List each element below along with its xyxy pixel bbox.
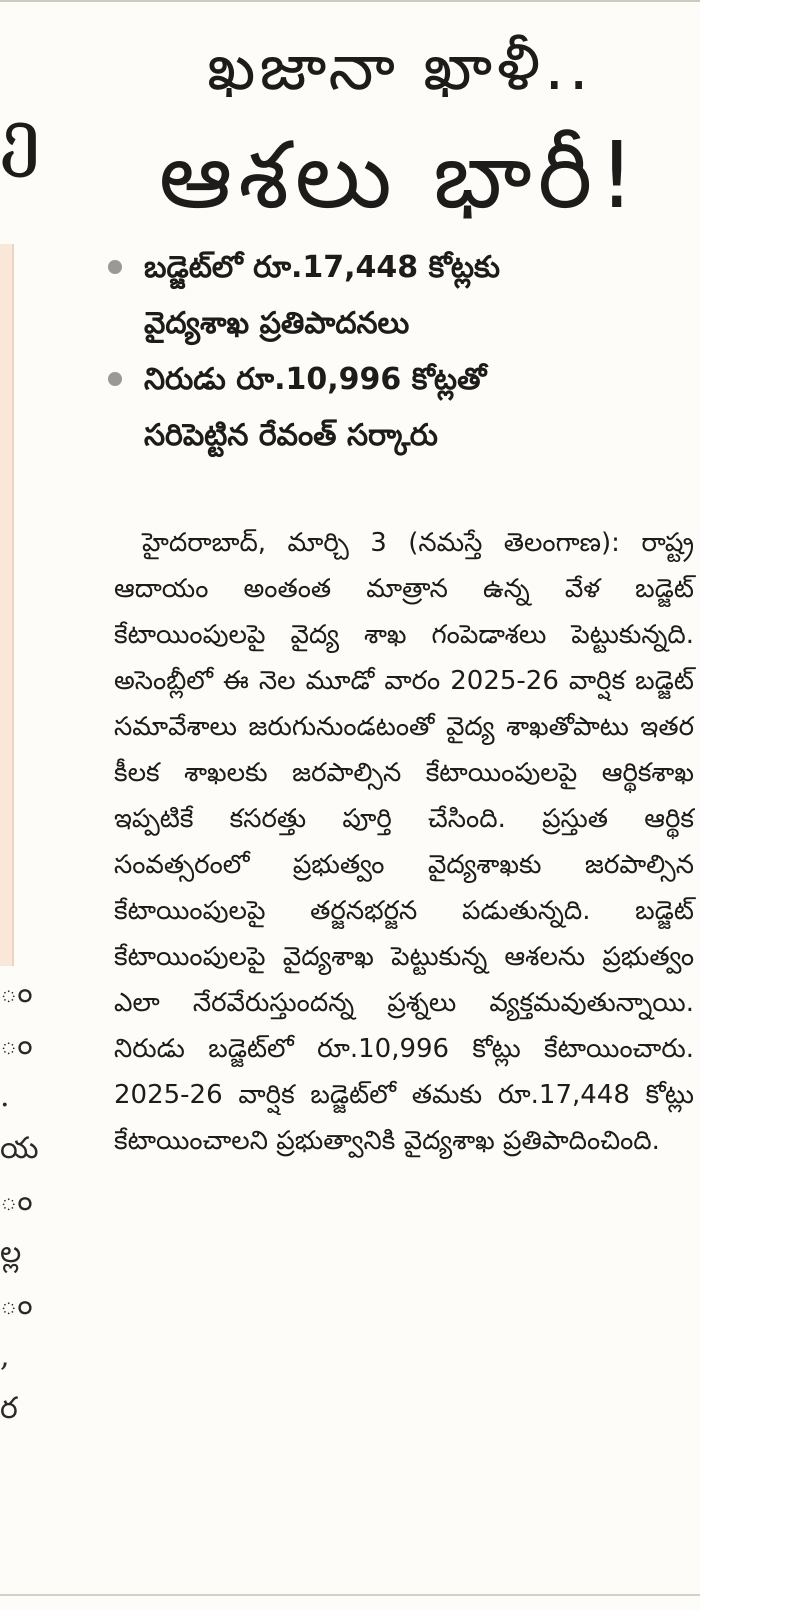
headline-line-1: ఖజానా ఖాళీ..	[207, 31, 593, 105]
adjacent-column-text-fragment: ర	[0, 1391, 18, 1426]
adjacent-column-text-fragment: ం	[0, 1183, 33, 1218]
highlight-text: నిరుడు రూ.10,996 కోట్లతో	[144, 362, 487, 397]
adjacent-column-text-fragment: ల్ల	[0, 1235, 22, 1270]
page-margin	[700, 0, 800, 1610]
headline-line-2: ఆశలు భారీ!	[158, 122, 642, 229]
bottom-divider	[0, 1594, 700, 1596]
article-headline	[100, 20, 700, 236]
adjacent-column-text-fragment: ,	[0, 1339, 10, 1374]
bullet-dot-icon	[108, 372, 122, 386]
article-highlights	[104, 240, 694, 464]
adjacent-column-text-fragment: ం	[0, 975, 33, 1010]
adjacent-column-text-fragment: య	[0, 1131, 39, 1166]
bullet-dot-icon	[108, 260, 122, 274]
article-body: హైదరాబాద్, మార్చి 3 (నమస్తే తెలంగాణ): రాష్ట్ర ఆదాయం అంతంత మాత్రాన ఉన్న వేళ బడ్జెట్ కేటాయింపులపై వైద్య శాఖ గంపెడాశలు పెట్టుకున్నది. అసెంబ్లీలో ఈ నెల మూడో వారం 2025-26 వార్షిక బడ్జెట్ సమావేశాలు జరుగునుండటంతో వైద్య శాఖతోపాటు ఇతర కీలక శాఖలకు జరపాల్సిన కేటాయింపులపై ఆర్థికశాఖ ఇప్పటికే కసరత్తు పూర్తి చేసింది. ప్రస్తుత ఆర్థిక సంవత్సరంలో ప్రభుత్వం వైద్యశాఖకు జరపాల్సిన కేటాయింపులపై తర్జనభర్జన పడుతున్నది. బడ్జెట్ కేటాయింపులపై వైద్యశాఖ పెట్టుకున్న ఆశలను ప్రభుత్వం ఎలా నేరవేరుస్తుందన్న ప్రశ్నలు వ్యక్తమవుతున్నాయి. నిరుడు బడ్జెట్‌లో రూ.10,996 కోట్లు కేటాయించారు. 2025-26 వార్షిక బడ్జెట్‌లో తమకు రూ.17,448 కోట్లు కేటాయించాలని ప్రభుత్వానికి వైద్యశాఖ ప్రతిపాదించింది.	[114, 528, 694, 1156]
highlight-text: వైద్యశాఖ ప్రతిపాదనలు	[144, 306, 410, 341]
highlight-item	[104, 240, 694, 352]
top-divider	[0, 0, 700, 2]
highlight-item	[104, 352, 694, 464]
adjacent-column-text-fragment: ం	[0, 1287, 33, 1322]
highlight-text: సరిపెట్టిన రేవంత్ సర్కారు	[144, 418, 438, 453]
adjacent-column-text-fragment: ం	[0, 1027, 33, 1062]
adjacent-column-text-fragment: .	[0, 1079, 10, 1114]
adjacent-column-sidebar-box	[0, 244, 14, 966]
adjacent-column-headline-fragment: ე	[0, 94, 41, 178]
highlight-text: బడ్జెట్‌లో రూ.17,448 కోట్లకు	[144, 250, 501, 285]
